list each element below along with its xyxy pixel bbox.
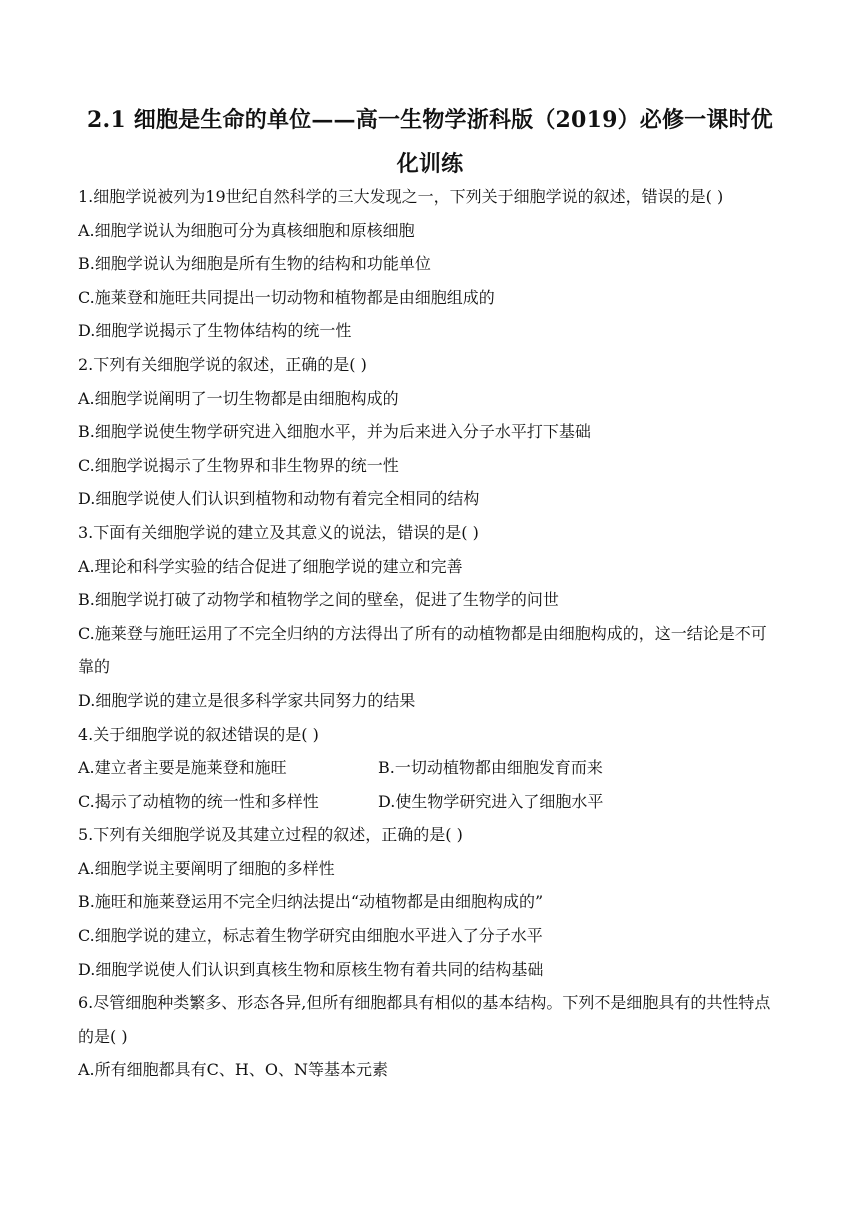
option-a: A.所有细胞都具有C、H、O、N等基本元素 [78,1060,388,1080]
option-b: B.一切动植物都由细胞发育而来 [378,758,603,778]
option-b: B.细胞学说认为细胞是所有生物的结构和功能单位 [78,254,431,274]
question-stem: 2.下列有关细胞学说的叙述，正确的是( ) [78,354,367,374]
option-a: A.细胞学说认为细胞可分为真核细胞和原核细胞 [78,220,415,240]
option-a: A.细胞学说阐明了一切生物都是由细胞构成的 [78,388,399,408]
option-b: B.细胞学说打破了动物学和植物学之间的壁垒，促进了生物学的问世 [78,590,559,610]
option-a: A.细胞学说主要阐明了细胞的多样性 [78,858,335,878]
question-list [78,180,782,1087]
question-stem: 1.细胞学说被列为19世纪自然科学的三大发现之一，下列关于细胞学说的叙述，错误的是( ) [78,187,724,206]
option-d: D.细胞学说使人们认识到真核生物和原核生物有着共同的结构基础 [78,959,544,979]
option-d: D.使生物学研究进入了细胞水平 [378,791,604,811]
option-a: A.理论和科学实验的结合促进了细胞学说的建立和完善 [78,556,463,576]
question-stem: 6.尽管细胞种类繁多、形态各异,但所有细胞都具有相似的基本结构。下列不是细胞具有的共性特点的是( ) [78,993,771,1046]
question-5 [78,818,782,986]
option-c: C.施莱登与施旺运用了不完全归纳的方法得出了所有的动植物都是由细胞构成的，这一结论是不可靠的 [78,623,767,677]
question-6 [78,986,782,1087]
question-4 [78,718,782,819]
question-stem: 3.下面有关细胞学说的建立及其意义的说法，错误的是( ) [78,522,479,542]
option-c: C.施莱登和施旺共同提出一切动物和植物都是由细胞组成的 [78,287,495,307]
page-title: 2.1 细胞是生命的单位——高一生物学浙科版（2019）必修一课时优化训练 [87,107,773,177]
option-a: A.建立者主要是施莱登和施旺 [78,758,287,778]
option-row [78,785,782,819]
option-b: B.细胞学说使生物学研究进入细胞水平，并为后来进入分子水平打下基础 [78,422,591,442]
option-d: D.细胞学说使人们认识到植物和动物有着完全相同的结构 [78,489,480,509]
option-c: C.细胞学说揭示了生物界和非生物界的统一性 [78,455,399,475]
option-d: D.细胞学说揭示了生物体结构的统一性 [78,321,352,341]
option-c: C.揭示了动植物的统一性和多样性 [78,791,319,811]
question-3 [78,516,782,718]
option-d: D.细胞学说的建立是很多科学家共同努力的结果 [78,690,416,710]
question-1 [78,180,782,348]
option-row [78,751,782,785]
option-b: B.施旺和施莱登运用不完全归纳法提出“动植物都是由细胞构成的” [78,892,544,912]
option-c: C.细胞学说的建立，标志着生物学研究由细胞水平进入了分子水平 [78,926,543,946]
question-2 [78,348,782,516]
question-stem: 4.关于细胞学说的叙述错误的是( ) [78,724,319,744]
question-stem: 5.下列有关细胞学说及其建立过程的叙述，正确的是( ) [78,825,463,845]
